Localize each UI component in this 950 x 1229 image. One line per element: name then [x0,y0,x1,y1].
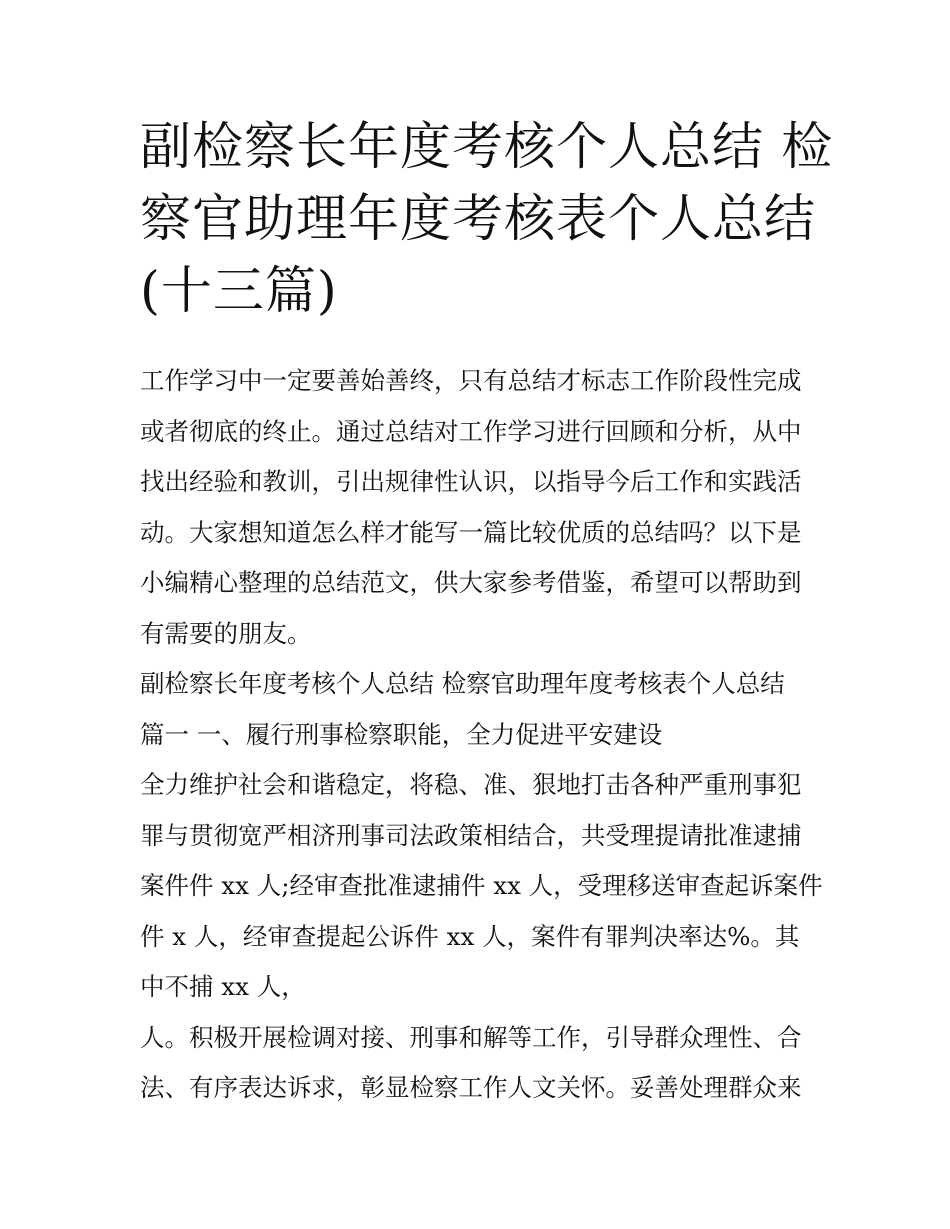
text-line: 人。积极开展检调对接、刑事和解等工作，引导群众理性、合 [140,1022,802,1052]
document-title [140,112,834,328]
intro-paragraph [140,356,820,659]
text-line: 动。大家想知道怎么样才能写一篇比较优质的总结吗？以下是 [140,517,802,547]
text-line: 有需要的朋友。 [140,618,312,648]
text-line: 全力维护社会和谐稳定，将稳、准、狠地打击各种严重刑事犯 [140,770,802,799]
title-line: 副检察长年度考核个人总结 检 [140,118,834,177]
body-paragraph [140,760,823,1013]
document-body [140,356,823,1114]
text-line: 小编精心整理的总结范文，供大家参考借鉴，希望可以帮助到 [140,568,802,597]
section-heading [140,659,820,760]
title-line: 察官助理年度考核表个人总结 [140,190,817,249]
text-line: 或者彻底的终止。通过总结对工作学习进行回顾和分析，从中 [140,416,802,446]
body-paragraph [140,1013,820,1114]
text-line: 找出经验和教训，引出规律性认识，以指导今后工作和实践活 [140,467,802,496]
text-line: 法、有序表达诉求，彰显检察工作人文关怀。妥善处理群众来 [140,1073,802,1102]
text-line: 工作学习中一定要善始善终，只有总结才标志工作阶段性完成 [140,366,802,395]
text-line: 副检察长年度考核个人总结 检察官助理年度考核表个人总结 [140,669,785,698]
text-line: 件 x 人，经审查提起公诉件 xx 人，案件有罪判决率达%。其 [140,921,800,951]
text-line: 篇一 一、履行刑事检察职能，全力促进平安建设 [140,719,663,749]
text-line: 案件件 xx 人;经审查批准逮捕件 xx 人，受理移送审查起诉案件 [140,871,823,900]
title-line: (十三篇) [140,262,338,321]
text-line: 中不捕 xx 人， [140,972,306,1001]
text-line: 罪与贯彻宽严相济刑事司法政策相结合，共受理提请批准逮捕 [140,820,802,850]
